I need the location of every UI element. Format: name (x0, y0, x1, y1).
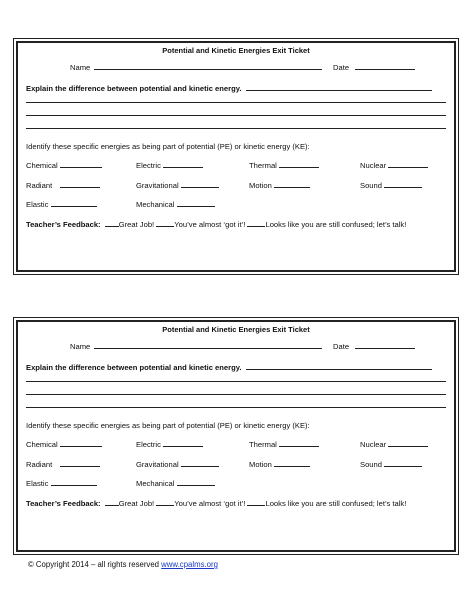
copyright-text: © Copyright 2014 – all rights reserved (28, 560, 159, 569)
ticket-title: Potential and Kinetic Energies Exit Ticket (162, 325, 310, 334)
feedback-option-2: You’ve almost ‘got it’! (174, 220, 246, 229)
energy-electric: Electric (136, 439, 203, 449)
answer-blank[interactable] (177, 478, 215, 486)
answer-line[interactable] (26, 128, 446, 129)
copyright-footer (28, 560, 218, 569)
check-blank[interactable] (156, 498, 174, 506)
name-blank[interactable] (94, 341, 322, 349)
answer-blank[interactable] (388, 439, 428, 447)
question-1-row (26, 362, 432, 372)
answer-blank[interactable] (60, 180, 100, 188)
name-row (70, 62, 322, 72)
answer-blank[interactable] (274, 459, 310, 467)
date-label: Date (333, 63, 350, 72)
date-label: Date (333, 342, 350, 351)
question-2: Identify these specific energies as being part of potential (PE) or kinetic energy (KE): (26, 421, 310, 430)
energy-electric: Electric (136, 160, 203, 170)
energy-gravitational: Gravitational (136, 459, 219, 469)
energy-nuclear: Nuclear (360, 160, 428, 170)
answer-line[interactable] (246, 362, 432, 370)
answer-blank[interactable] (181, 459, 219, 467)
energy-radiant: Radiant (26, 180, 100, 190)
name-label: Name (70, 63, 91, 72)
energy-elastic: Elastic (26, 478, 97, 488)
answer-blank[interactable] (163, 439, 203, 447)
energy-gravitational: Gravitational (136, 180, 219, 190)
answer-line[interactable] (26, 394, 446, 395)
feedback-label: Teacher’s Feedback: (26, 499, 101, 508)
energy-radiant: Radiant (26, 459, 100, 469)
answer-blank[interactable] (60, 439, 102, 447)
answer-blank[interactable] (51, 478, 97, 486)
energy-sound: Sound (360, 459, 422, 469)
answer-line[interactable] (26, 115, 446, 116)
answer-line[interactable] (26, 407, 446, 408)
answer-blank[interactable] (274, 180, 310, 188)
ticket-title: Potential and Kinetic Energies Exit Ticket (162, 46, 310, 55)
feedback-option-1: Great Job! (118, 220, 155, 229)
answer-blank[interactable] (384, 459, 422, 467)
answer-blank[interactable] (60, 160, 102, 168)
feedback-option-2: You’ve almost ‘got it’! (174, 499, 246, 508)
feedback-option-3: Looks like you are still confused; let’s talk! (265, 220, 407, 229)
check-blank[interactable] (105, 498, 119, 506)
teacher-feedback-row (26, 498, 406, 508)
check-blank[interactable] (247, 498, 265, 506)
question-2: Identify these specific energies as being part of potential (PE) or kinetic energy (KE): (26, 142, 310, 151)
answer-blank[interactable] (177, 199, 215, 207)
date-row (333, 341, 415, 351)
question-1-row (26, 83, 432, 93)
answer-blank[interactable] (388, 160, 428, 168)
energy-thermal: Thermal (249, 439, 319, 449)
question-1: Explain the difference between potential and kinetic energy. (26, 84, 242, 93)
answer-blank[interactable] (181, 180, 219, 188)
check-blank[interactable] (247, 219, 265, 227)
answer-blank[interactable] (60, 459, 100, 467)
answer-blank[interactable] (163, 160, 203, 168)
energy-mechanical: Mechanical (136, 199, 215, 209)
cpalms-link[interactable]: www.cpalms.org (161, 560, 218, 569)
energy-sound: Sound (360, 180, 422, 190)
date-row (333, 62, 415, 72)
energy-thermal: Thermal (249, 160, 319, 170)
answer-line[interactable] (246, 83, 432, 91)
answer-blank[interactable] (384, 180, 422, 188)
question-1: Explain the difference between potential and kinetic energy. (26, 363, 242, 372)
answer-blank[interactable] (51, 199, 97, 207)
answer-line[interactable] (26, 102, 446, 103)
name-blank[interactable] (94, 62, 322, 70)
date-blank[interactable] (355, 62, 415, 70)
date-blank[interactable] (355, 341, 415, 349)
answer-line[interactable] (26, 381, 446, 382)
energy-chemical: Chemical (26, 160, 102, 170)
check-blank[interactable] (156, 219, 174, 227)
check-blank[interactable] (105, 219, 119, 227)
energy-motion: Motion (249, 459, 310, 469)
feedback-option-3: Looks like you are still confused; let’s talk! (265, 499, 407, 508)
feedback-option-1: Great Job! (118, 499, 155, 508)
feedback-label: Teacher’s Feedback: (26, 220, 101, 229)
exit-ticket-1 (16, 41, 456, 272)
answer-blank[interactable] (279, 439, 319, 447)
name-row (70, 341, 322, 351)
exit-ticket-2 (16, 320, 456, 552)
energy-motion: Motion (249, 180, 310, 190)
energy-nuclear: Nuclear (360, 439, 428, 449)
energy-elastic: Elastic (26, 199, 97, 209)
name-label: Name (70, 342, 91, 351)
energy-chemical: Chemical (26, 439, 102, 449)
energy-mechanical: Mechanical (136, 478, 215, 488)
teacher-feedback-row (26, 219, 406, 229)
answer-blank[interactable] (279, 160, 319, 168)
